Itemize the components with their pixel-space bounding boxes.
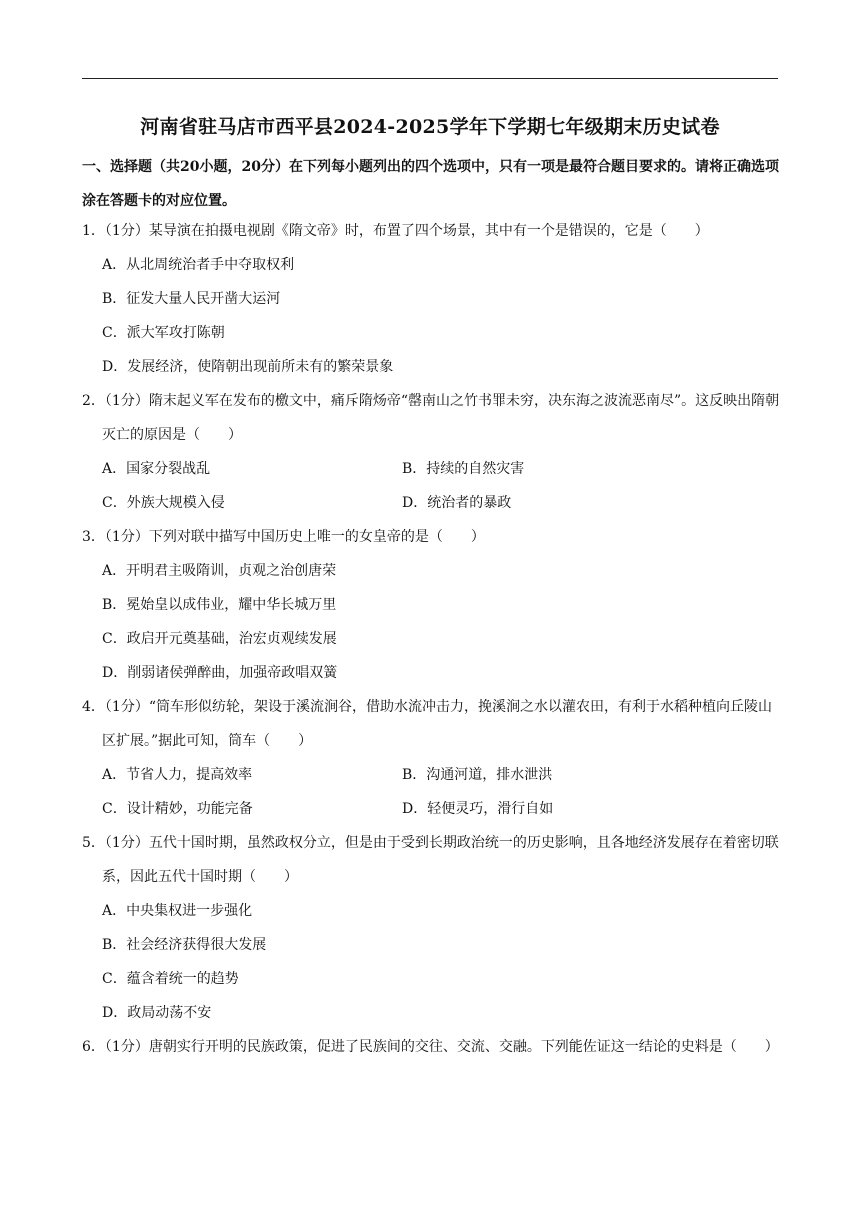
option-d: D．统治者的暴政: [402, 495, 512, 511]
option-c: C．蕴含着统一的趋势: [102, 971, 239, 987]
question-list: [82, 214, 782, 1064]
exam-title: 河南省驻马店市西平县2024-2025学年下学期七年级期末历史试卷: [140, 116, 720, 138]
option-list: [82, 894, 782, 1030]
option-b: B．持续的自然灾害: [402, 461, 525, 477]
option-c: C．政启开元奠基础，治宏贞观续发展: [102, 631, 337, 647]
question-stem: 2．（1分）隋末起义军在发布的檄文中，痛斥隋炀帝“罄南山之竹书罪未穷，决东海之波流恶南尽”。这反映出隋朝灭亡的原因是（ ）: [82, 393, 780, 443]
question-2: [82, 384, 782, 520]
question-stem: 4．（1分）“筒车形似纺轮，架设于溪流涧谷，借助水流冲击力，挽溪涧之水以灌农田，有利于水稻种植向丘陵山区扩展。”据此可知，筒车（ ）: [82, 699, 772, 749]
option-list: [82, 758, 782, 826]
option-b: B．沟通河道，排水泄洪: [402, 767, 553, 783]
question-stem: 1．（1分）某导演在拍摄电视剧《隋文帝》时，布置了四个场景，其中有一个是错误的，它是（ ）: [82, 223, 709, 239]
option-d: D．轻便灵巧，滑行自如: [402, 801, 554, 817]
option-list: [82, 554, 782, 690]
section-instructions: 一、选择题（共20小题，20分）在下列每小题列出的四个选项中，只有一项是最符合题目要求的。请将正确选项涂在答题卡的对应位置。: [82, 159, 779, 209]
question-5: [82, 826, 782, 1030]
option-list: [82, 452, 782, 520]
option-a: A．国家分裂战乱: [102, 461, 211, 477]
option-list: [82, 248, 782, 384]
question-6: [82, 1030, 782, 1064]
question-1: [82, 214, 782, 384]
option-b: B．冕始皇以成伟业，耀中华长城万里: [102, 597, 337, 613]
option-d: D．政局动荡不安: [102, 1005, 212, 1021]
option-c: C．派大军攻打陈朝: [102, 325, 225, 341]
option-a: A．开明君主吸隋训，贞观之治创唐荣: [102, 563, 337, 579]
option-d: D．发展经济，使隋朝出现前所未有的繁荣景象: [102, 359, 394, 375]
option-a: A．中央集权进一步强化: [102, 903, 253, 919]
question-stem: 6．（1分）唐朝实行开明的民族政策，促进了民族间的交往、交流、交融。下列能佐证这一结论的史料是（ ）: [82, 1039, 779, 1055]
option-c: C．外族大规模入侵: [102, 495, 225, 511]
option-c: C．设计精妙，功能完备: [102, 801, 253, 817]
option-d: D．削弱诸侯弹醉曲，加强帝政唱双簧: [102, 665, 338, 681]
option-a: A．从北周统治者手中夺取权利: [102, 257, 295, 273]
option-b: B．征发大量人民开凿大运河: [102, 291, 281, 307]
option-b: B．社会经济获得很大发展: [102, 937, 267, 953]
question-4: [82, 690, 782, 826]
option-a: A．节省人力，提高效率: [102, 767, 253, 783]
question-stem: 5．（1分）五代十国时期，虽然政权分立，但是由于受到长期政治统一的历史影响，且各地经济发展存在着密切联系，因此五代十国时期（ ）: [82, 835, 779, 885]
header-rule: [82, 78, 778, 79]
question-3: [82, 520, 782, 690]
question-stem: 3．（1分）下列对联中描写中国历史上唯一的女皇帝的是（ ）: [82, 529, 485, 545]
